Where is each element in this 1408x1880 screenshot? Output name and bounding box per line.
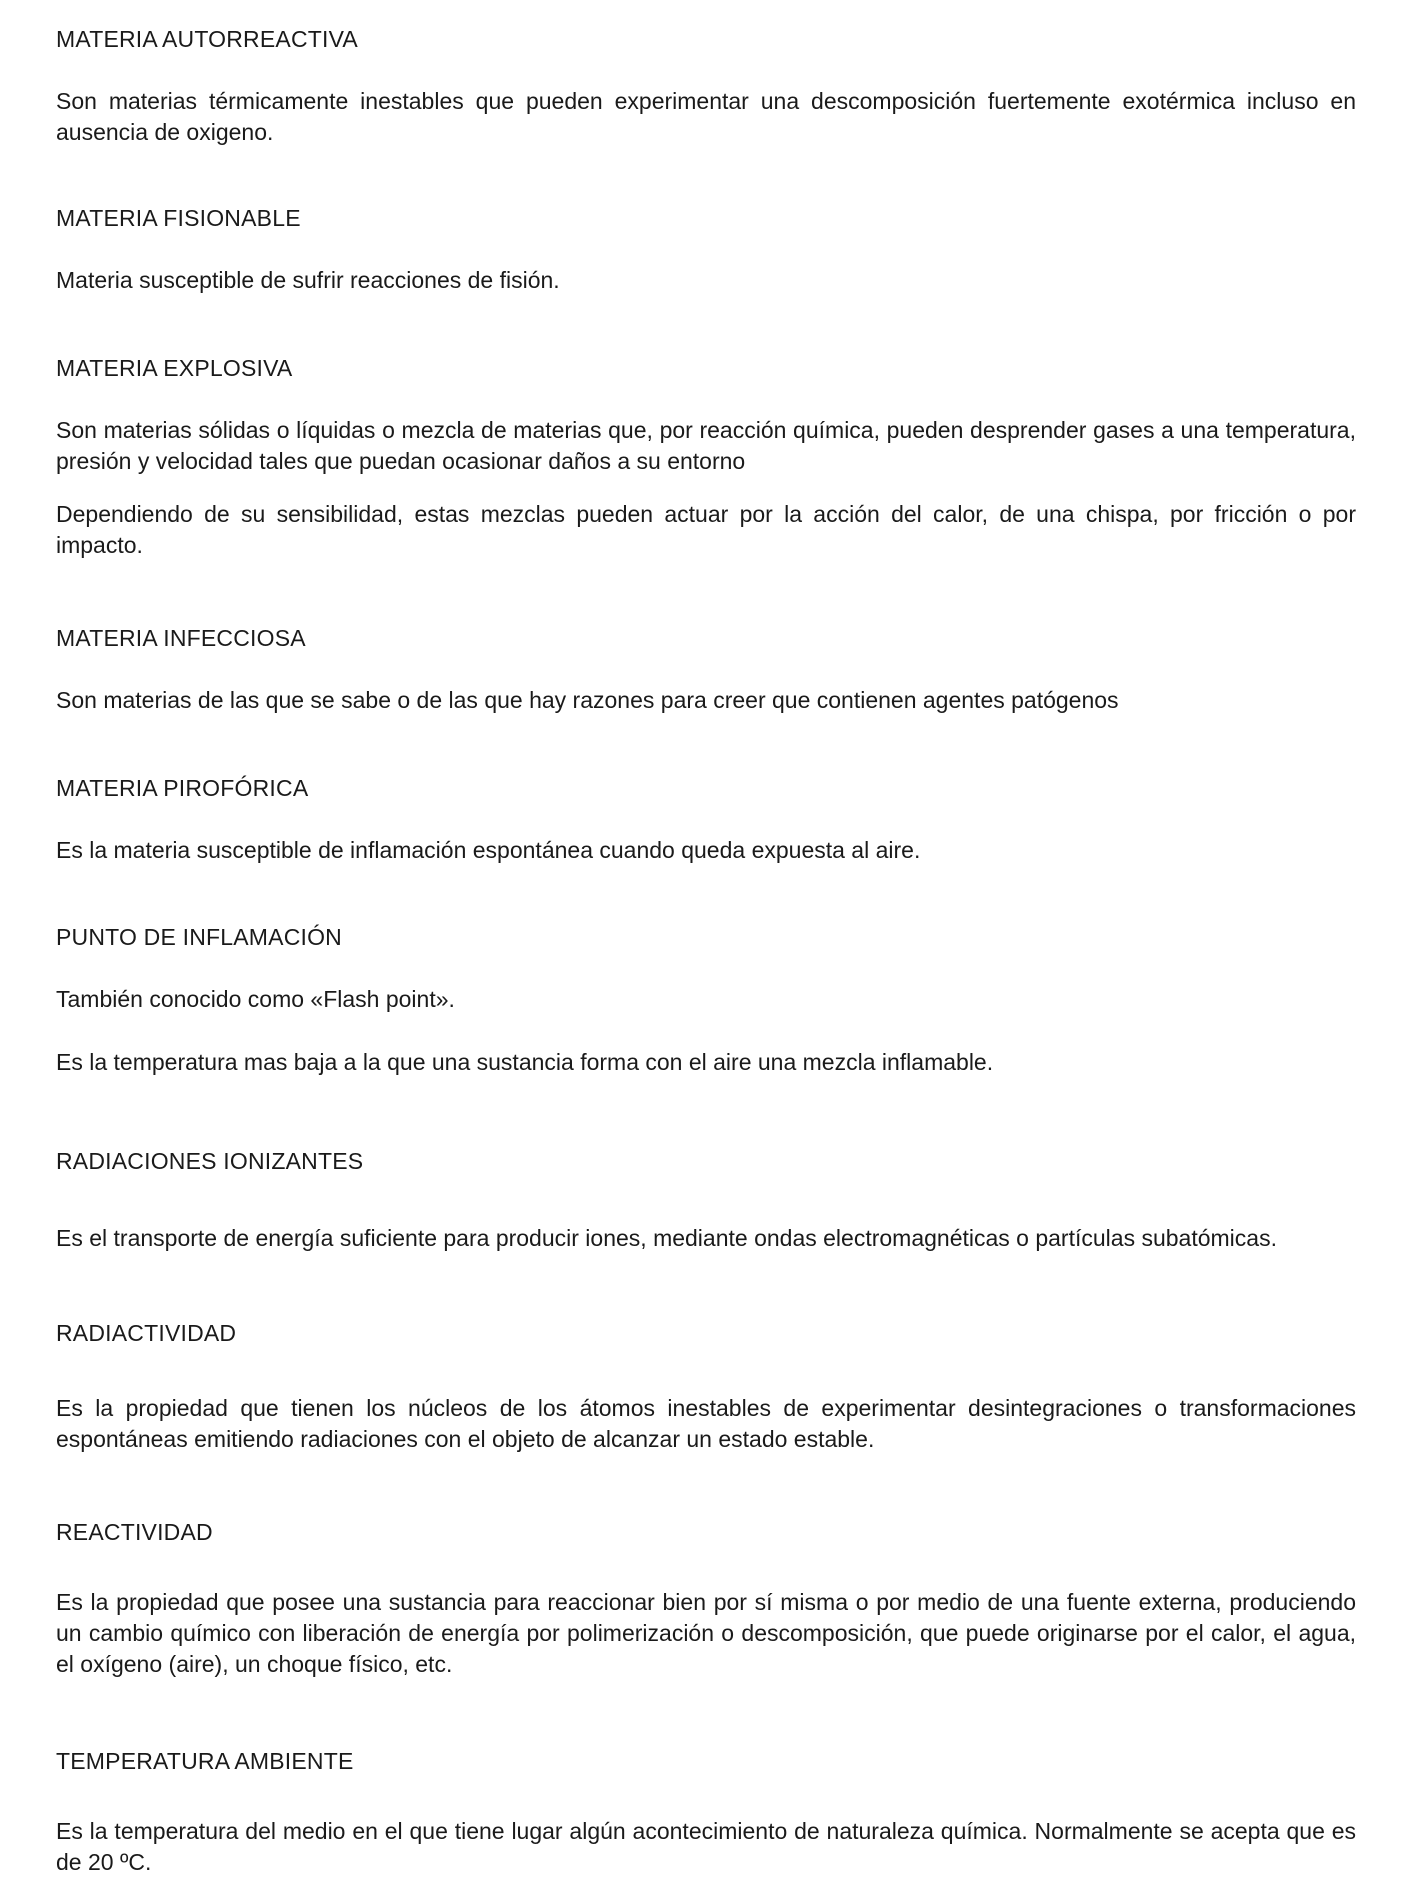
entry-term: MATERIA AUTORREACTIVA: [56, 26, 358, 52]
glossary-entry-materia-autorreactiva: [56, 24, 1356, 148]
entry-definition: También conocido como «Flash point».: [56, 986, 455, 1012]
entry-definition: Son materias de las que se sabe o de las que hay razones para creer que contienen agentes patógenos: [56, 687, 1119, 713]
entry-term: MATERIA PIROFÓRICA: [56, 775, 309, 801]
glossary-entry-reactividad: [56, 1517, 1356, 1680]
entry-definition: Materia susceptible de sufrir reacciones de fisión.: [56, 267, 560, 293]
entry-definition: Es la temperatura del medio en el que tiene lugar algún acontecimiento de naturaleza química. Normalmente se acepta que es de 20 ºC.: [56, 1818, 1356, 1875]
glossary-entry-materia-piroforica: [56, 773, 1356, 866]
glossary-entry-radiaciones-ionizantes: [56, 1146, 1356, 1254]
entry-definition: Es la materia susceptible de inflamación espontánea cuando queda expuesta al aire.: [56, 837, 921, 863]
entry-definition: Es el transporte de energía suficiente para producir iones, mediante ondas electromagnéticas o partículas subatómicas.: [56, 1225, 1277, 1251]
entry-term: REACTIVIDAD: [56, 1519, 213, 1545]
entry-definition: Dependiendo de su sensibilidad, estas mezclas pueden actuar por la acción del calor, de una chispa, por fricción o por impacto.: [56, 501, 1356, 558]
glossary-entry-radiactividad: [56, 1318, 1356, 1455]
glossary-entry-materia-infecciosa: [56, 623, 1356, 716]
glossary-entry-materia-explosiva: [56, 353, 1356, 561]
entry-definition: Son materias sólidas o líquidas o mezcla de materias que, por reacción química, pueden desprender gases a una temperatura, presión y velocidad tales que puedan ocasionar daños a su entorno: [56, 417, 1356, 474]
glossary-entry-temperatura-ambiente: [56, 1746, 1356, 1878]
entry-term: PUNTO DE INFLAMACIÓN: [56, 924, 342, 950]
entry-term: MATERIA EXPLOSIVA: [56, 355, 293, 381]
entry-definition: Es la temperatura mas baja a la que una sustancia forma con el aire una mezcla inflamable.: [56, 1049, 994, 1075]
entry-definition: Es la propiedad que tienen los núcleos de los átomos inestables de experimentar desintegraciones o transformaciones espontáneas emitiendo radiaciones con el objeto de alcanzar un estado estable.: [56, 1395, 1356, 1452]
entry-term: MATERIA FISIONABLE: [56, 205, 301, 231]
glossary-entry-punto-de-inflamacion: [56, 922, 1356, 1078]
entry-definition: Es la propiedad que posee una sustancia para reaccionar bien por sí misma o por medio de una fuente externa, produciendo un cambio químico con liberación de energía por polimerización o descomposición, que puede originarse por el calor, el agua, el oxígeno (aire), un choque físico, etc.: [56, 1589, 1356, 1677]
entry-term: RADIACIONES IONIZANTES: [56, 1148, 364, 1174]
entry-term: RADIACTIVIDAD: [56, 1320, 237, 1346]
entry-term: TEMPERATURA AMBIENTE: [56, 1748, 354, 1774]
glossary-entry-materia-fisionable: [56, 203, 1356, 296]
entry-term: MATERIA INFECCIOSA: [56, 625, 306, 651]
entry-definition: Son materias térmicamente inestables que pueden experimentar una descomposición fuertemente exotérmica incluso en ausencia de oxigeno.: [56, 88, 1356, 145]
